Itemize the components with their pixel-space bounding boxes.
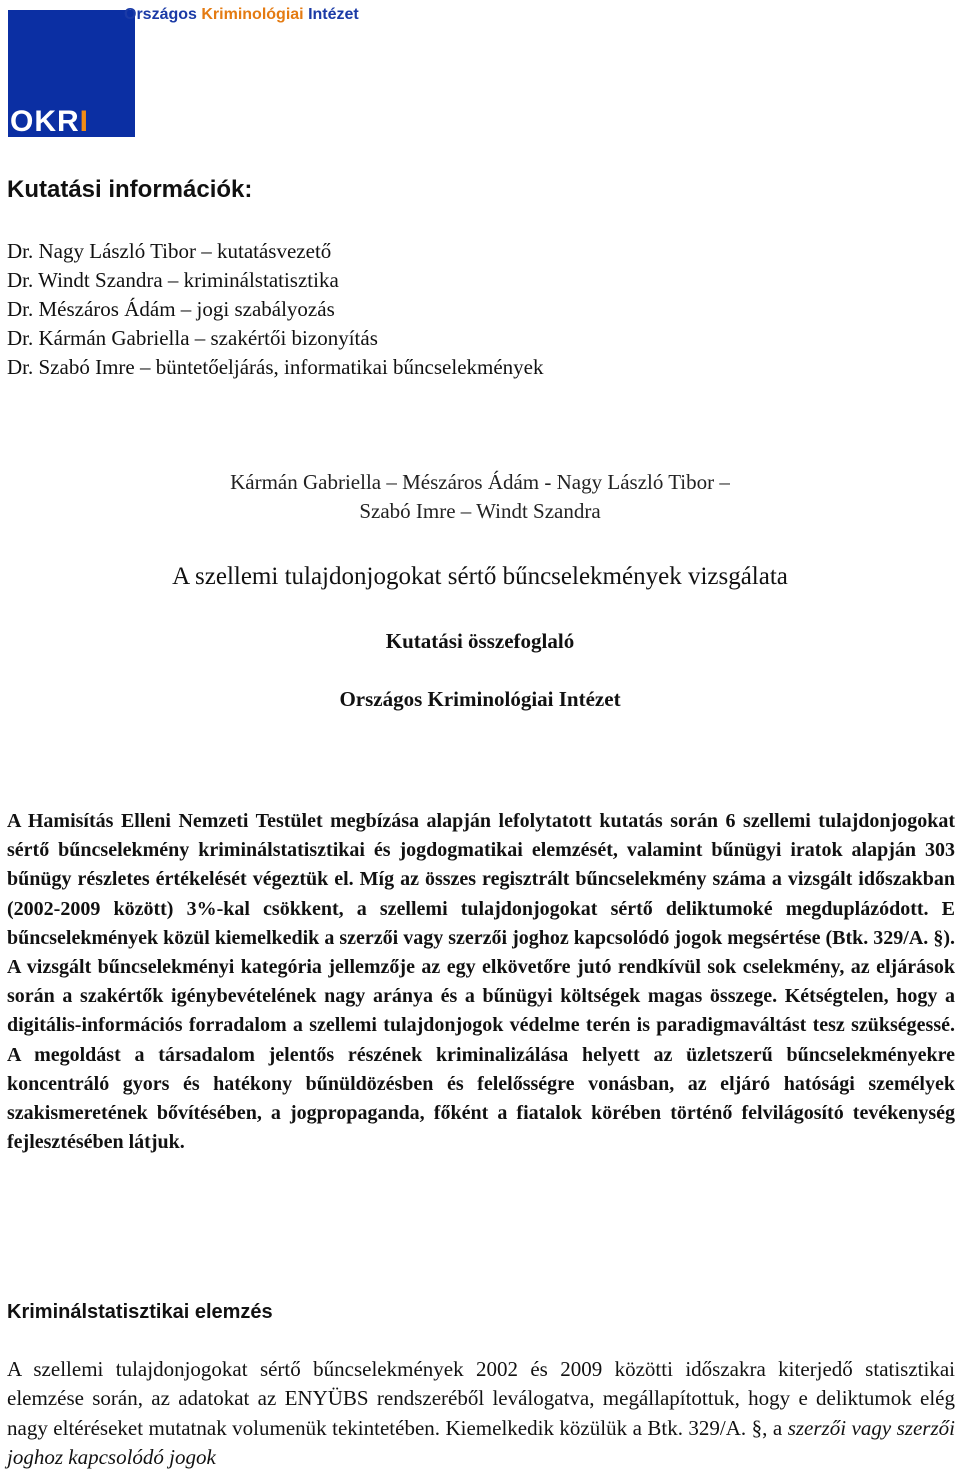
researcher-item: Dr. Mészáros Ádám – jogi szabályozás	[7, 297, 335, 321]
authors-line-2: Szabó Imre – Windt Szandra	[359, 499, 601, 523]
authors-line-1: Kármán Gabriella – Mészáros Ádám - Nagy László Tibor –	[230, 470, 730, 494]
logo-word-orszagos: Országos	[124, 6, 197, 23]
logo-word-kriminologiai: Kriminológiai	[201, 6, 304, 23]
document-title: A szellemi tulajdonjogokat sértő bűncselekmények vizsgálata	[172, 563, 788, 590]
header	[0, 0, 960, 140]
section2-text: A szellemi tulajdonjogokat sértő bűncselekmények 2002 és 2009 közötti időszakra kiterjedő statisztikai elemzése során, az adatokat az ENYÜBS rendszeréből leválogatva, megállapítottuk, hogy e deliktumok elég nagy eltéréseket mutatnak volumenük tekintetében. Kiemelkedik közülük a Btk. 329/A. §, a	[7, 1357, 955, 1440]
logo-okri-accent: I	[79, 105, 90, 138]
okri-logo	[8, 10, 135, 137]
logo-word-intezet: Intézet	[308, 6, 359, 23]
logo-institute-name	[124, 6, 359, 24]
researchers-list	[7, 237, 544, 382]
authors	[0, 468, 960, 526]
document-subtitle: Kutatási összefoglaló	[385, 629, 575, 653]
researcher-item: Dr. Windt Szandra – kriminálstatisztika	[7, 268, 339, 292]
institute-name: Országos Kriminológiai Intézet	[339, 687, 621, 711]
section2-italic-text: szerzői vagy szerzői joghoz kapcsolódó jogok	[7, 1415, 955, 1469]
logo-okri-main: OKR	[10, 105, 80, 138]
researcher-item: Dr. Kármán Gabriella – szakértői bizonyítás	[7, 326, 378, 350]
researcher-item: Dr. Nagy László Tibor – kutatásvezető	[7, 239, 332, 263]
section2-paragraph	[7, 1355, 955, 1472]
section-title: Kutatási információk:	[7, 176, 253, 203]
section2-heading: Kriminálstatisztikai elemzés	[7, 1301, 273, 1323]
abstract-paragraph: A Hamisítás Elleni Nemzeti Testület megbízása alapján lefolytatott kutatás során 6 szellemi tulajdonjogokat sértő bűncselekmény kriminálstatisztikai és jogdogmatikai elemzését, valamint bűnügyi iratok alapján 303 bűnügy részletes értékelését végeztük el. Míg az összes regisztrált bűncselekmény száma a vizsgált időszakban (2002-2009 között) 3%-kal csökkent, a szellemi tulajdonjogokat sértő deliktumoké megduplázódott. E bűncselekmények közül kiemelkedik a szerzői vagy szerzői joghoz kapcsolódó jogok megsértése (Btk. 329/A. §). A vizsgált bűncselekményi kategória jellemzője az egy elkövetőre jutó rendkívül sok cselekmény, az eljárások során a szakértők igénybevételének nagy aránya és a bűnügyi költségek magas összege. Kétségtelen, hogy a digitális-információs forradalom a szellemi tulajdonjogok védelme terén is paradigmaváltást tesz szükségessé. A megoldást a társadalom jelentős részének kriminalizálása helyett az üzletszerű bűncselekményekre koncentráló gyors és hatékony bűnüldözésben és felelősségre vonásban, az eljáró hatósági személyek szakismeretének bővítésében, a jogpropaganda, főként a fiatalok körében történő felvilágosító tevékenység fejlesztésében látjuk.	[7, 810, 955, 1154]
researcher-item: Dr. Szabó Imre – büntetőeljárás, informatikai bűncselekmények	[7, 355, 544, 379]
logo-okri-text	[10, 107, 89, 137]
